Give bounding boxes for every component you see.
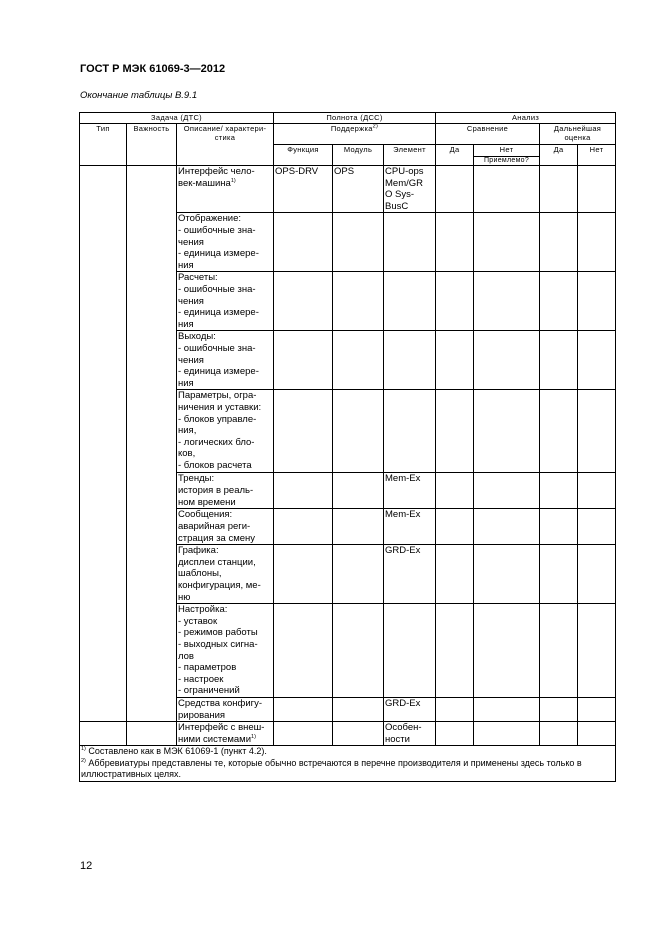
function-cell: [274, 213, 333, 272]
yes2-cell: [540, 272, 578, 331]
element-cell: GRD-Ex: [384, 545, 436, 604]
description-text: Тренды: история в реаль- ном времени: [178, 473, 254, 508]
function-cell: [274, 331, 333, 390]
further-header: Дальнейшая оценка: [540, 124, 616, 145]
table-row: [80, 722, 616, 746]
no2-cell: [578, 697, 616, 721]
yes2-cell: [540, 509, 578, 545]
yes2-cell: [540, 331, 578, 390]
description-cell: [177, 509, 274, 545]
function-cell: [274, 697, 333, 721]
description-text: Параметры, огра- ничения и уставки: - блоков управле- ния, - логических бло- ков, - блоков расчета: [178, 390, 262, 471]
description-text: Сообщения: аварийная реги- страция за смену: [178, 509, 256, 544]
no2-cell: [578, 722, 616, 746]
module-cell: OPS: [333, 166, 384, 213]
module-cell: [333, 604, 384, 698]
yes-cell: [436, 390, 474, 473]
yes2-cell: [540, 213, 578, 272]
function-cell: [274, 604, 333, 698]
importance-header: Важность: [127, 124, 177, 166]
no-cell: [474, 545, 540, 604]
function-cell: [274, 545, 333, 604]
function-cell: OPS-DRV: [274, 166, 333, 213]
function-cell: [274, 509, 333, 545]
yes2-cell: [540, 166, 578, 213]
footnote-mark: 1): [251, 733, 256, 740]
yes2-cell: [540, 722, 578, 746]
page-number: 12: [80, 860, 93, 872]
description-cell: [177, 722, 274, 746]
module-cell: [333, 473, 384, 509]
importance-cell: [127, 166, 177, 722]
type-header: Тип: [80, 124, 127, 166]
note-2-text: Аббревиатуры представлены те, которые обычно встречаются в перечне производителя и применены здесь только в иллюстративных целях.: [81, 757, 582, 780]
description-cell: [177, 473, 274, 509]
module-cell: [333, 509, 384, 545]
module-cell: [333, 272, 384, 331]
no-cell: [474, 509, 540, 545]
type-cell: [80, 722, 127, 746]
no2-cell: [578, 390, 616, 473]
spec-table: [79, 112, 616, 782]
no2-cell: [578, 272, 616, 331]
description-text: Настройка: - уставок - режимов работы - выходных сигна- лов - параметров - настроек - ограничений: [178, 604, 258, 697]
yes-cell: [436, 272, 474, 331]
importance-cell: [127, 722, 177, 746]
note-2: [81, 758, 614, 781]
no-cell: [474, 213, 540, 272]
function-cell: [274, 390, 333, 473]
yes-cell: [436, 166, 474, 213]
yes-cell: [436, 697, 474, 721]
no-cell: [474, 722, 540, 746]
footnote-mark: 1): [230, 177, 236, 184]
note-1-text: Составлено как в МЭК 61069-1 (пункт 4.2).: [85, 746, 267, 757]
yes-cell: [436, 604, 474, 698]
yes-cell: [436, 473, 474, 509]
no2-cell: [578, 473, 616, 509]
no-cell: [474, 272, 540, 331]
description-text: Отображение: - ошибочные зна- чения - единица измере- ния: [178, 213, 259, 271]
description-text: Расчеты: - ошибочные зна- чения - единица измере- ния: [178, 272, 259, 330]
description-cell: [177, 213, 274, 272]
no2-header: Нет: [578, 145, 616, 166]
no2-cell: [578, 509, 616, 545]
element-cell: GRD-Ex: [384, 697, 436, 721]
description-cell: [177, 166, 274, 213]
element-cell: Mem-Ex: [384, 509, 436, 545]
yes-cell: [436, 545, 474, 604]
description-text: Средства конфигу- рирования: [178, 697, 263, 721]
element-cell: [384, 604, 436, 698]
no-header: Нет: [474, 145, 540, 157]
yes2-header: Да: [540, 145, 578, 166]
type-cell: [80, 166, 127, 722]
no2-cell: [578, 166, 616, 213]
yes2-cell: [540, 604, 578, 698]
description-cell: [177, 545, 274, 604]
comparison-header: Сравнение: [436, 124, 540, 145]
element-cell: Mem-Ex: [384, 473, 436, 509]
note-1-mark: 1): [81, 746, 86, 753]
no2-cell: [578, 545, 616, 604]
yes-cell: [436, 331, 474, 390]
acceptable-header: Приемлемо?: [474, 157, 540, 166]
completeness-header: Полнота (ДСС): [274, 113, 436, 124]
support-footnote-mark: 2): [372, 123, 379, 130]
no-cell: [474, 166, 540, 213]
description-cell: [177, 331, 274, 390]
yes2-cell: [540, 390, 578, 473]
module-header: Модуль: [333, 145, 384, 166]
element-cell: [384, 390, 436, 473]
yes-header: Да: [436, 145, 474, 166]
description-text: Интерфейс с внеш- ними системами: [178, 722, 265, 745]
yes2-cell: [540, 697, 578, 721]
document-header: ГОСТ Р МЭК 61069-3—2012: [80, 63, 226, 75]
module-cell: [333, 213, 384, 272]
function-cell: [274, 272, 333, 331]
module-cell: [333, 390, 384, 473]
description-header: Описание/ характери-стика: [177, 124, 274, 166]
yes-cell: [436, 722, 474, 746]
no2-cell: [578, 213, 616, 272]
support-header: [274, 124, 436, 145]
description-cell: [177, 604, 274, 698]
module-cell: [333, 545, 384, 604]
module-cell: [333, 697, 384, 721]
element-cell: [384, 213, 436, 272]
no-cell: [474, 473, 540, 509]
no2-cell: [578, 604, 616, 698]
no-cell: [474, 697, 540, 721]
description-text: Выходы: - ошибочные зна- чения - единица измере- ния: [178, 331, 259, 389]
function-cell: [274, 722, 333, 746]
description-cell: [177, 390, 274, 473]
no-cell: [474, 390, 540, 473]
support-label: Поддержка: [330, 124, 373, 133]
analysis-header: Анализ: [436, 113, 616, 124]
function-cell: [274, 473, 333, 509]
description-text: Графика: дисплеи станции, шаблоны, конфигурация, ме- ню: [178, 545, 261, 603]
element-cell: Особен- ности: [384, 722, 436, 746]
element-cell: [384, 272, 436, 331]
yes-cell: [436, 509, 474, 545]
element-cell: [384, 331, 436, 390]
element-cell: CPU-ops Mem/GR O Sys- BusC: [384, 166, 436, 213]
table-row: [80, 166, 616, 213]
yes-cell: [436, 213, 474, 272]
table-notes: [80, 746, 616, 782]
task-header: Задача (ДТС): [80, 113, 274, 124]
note-2-mark: 2): [81, 757, 86, 764]
note-1: [81, 746, 614, 758]
description-text: Интерфейс чело- век-машина: [178, 166, 255, 189]
notes-row: [80, 746, 616, 782]
table-caption: Окончание таблицы В.9.1: [80, 90, 198, 101]
yes2-cell: [540, 473, 578, 509]
no-cell: [474, 331, 540, 390]
module-cell: [333, 722, 384, 746]
element-header: Элемент: [384, 145, 436, 166]
function-header: Функция: [274, 145, 333, 166]
module-cell: [333, 331, 384, 390]
no-cell: [474, 604, 540, 698]
description-cell: [177, 697, 274, 721]
description-cell: [177, 272, 274, 331]
yes2-cell: [540, 545, 578, 604]
no2-cell: [578, 331, 616, 390]
